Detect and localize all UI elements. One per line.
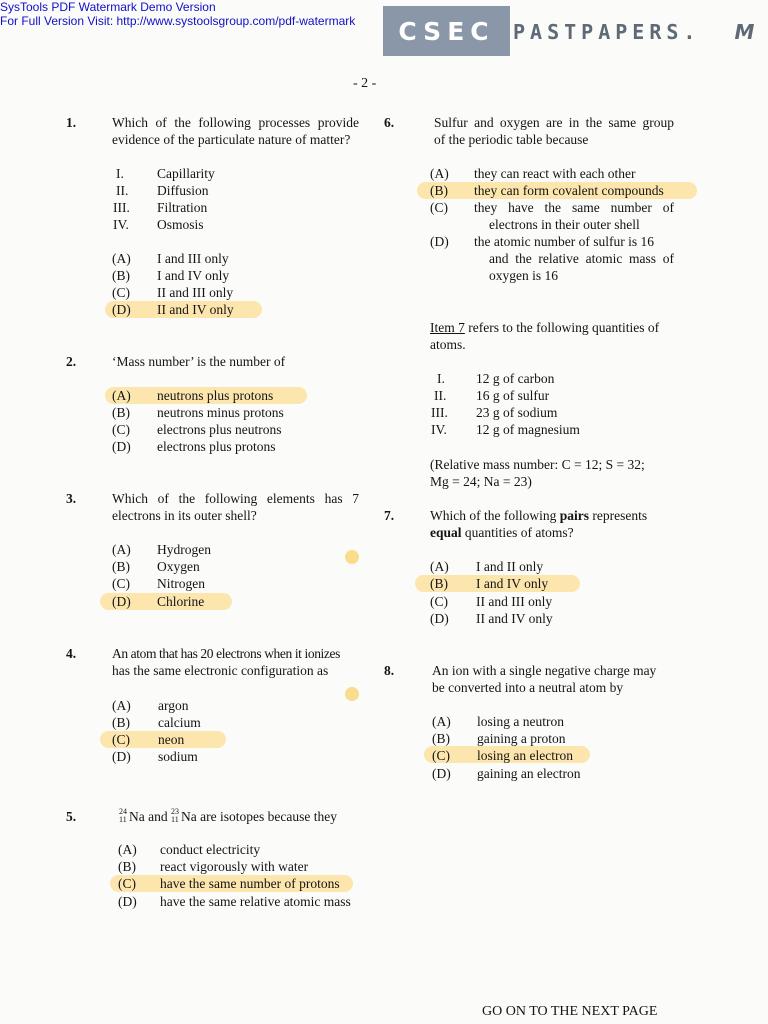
option-text: Oxygen (157, 559, 200, 574)
option-text: II and III only (476, 594, 553, 609)
option-letter: (A) (118, 842, 137, 857)
option-text: and the relative atomic mass of (489, 251, 674, 266)
option-letter: (B) (432, 731, 450, 746)
option-letter: (D) (112, 439, 131, 454)
option-letter: (D) (112, 749, 131, 764)
roman-numeral: II. (116, 183, 129, 198)
option-text: neon (158, 732, 185, 747)
question-stem: be converted into a neutral atom by (432, 680, 624, 695)
option-letter: (C) (112, 576, 130, 591)
option-letter: (D) (430, 611, 449, 626)
logo-box-text: CSEC (398, 16, 495, 46)
highlight-dot (345, 687, 359, 701)
roman-numeral: II. (434, 388, 447, 403)
item-reference: Item 7 (430, 320, 465, 335)
option-text: have the same relative atomic mass (160, 894, 351, 909)
option-text: sodium (158, 749, 198, 764)
option-letter: (D) (112, 594, 131, 609)
option-text: I and IV only (157, 268, 230, 283)
option-text: II and III only (157, 285, 234, 300)
option-letter: (C) (112, 422, 130, 437)
element-symbol: Na (129, 809, 145, 824)
question-stem: has the same electronic configuration as (112, 663, 329, 678)
option-text: the atomic number of sulfur is 16 (474, 234, 654, 249)
option-letter: (C) (118, 876, 136, 891)
question-number: 4. (66, 646, 77, 661)
option-text: I and III only (157, 251, 229, 266)
option-text: they can form covalent compounds (474, 183, 664, 198)
option-text: II and IV only (476, 611, 553, 626)
question-number: 1. (66, 115, 77, 130)
option-text: II and IV only (157, 302, 234, 317)
option-letter: (A) (430, 166, 449, 181)
atomic-number: 11 (171, 815, 179, 824)
option-text: Nitrogen (157, 576, 205, 591)
option-letter: (C) (430, 200, 448, 215)
watermark-line-1: SysTools PDF Watermark Demo Version (0, 0, 216, 14)
roman-numeral: III. (431, 405, 448, 420)
logo-text (513, 20, 759, 44)
option-letter: (B) (112, 559, 130, 574)
logo-word: PASTPAPERS. (513, 20, 701, 44)
option-text: electrons in their outer shell (489, 217, 640, 232)
option-letter: (B) (112, 268, 130, 283)
question-stem: ‘Mass number’ is the number of (112, 354, 286, 369)
stem-bold: equal (430, 525, 462, 540)
option-text: electrons plus protons (157, 439, 276, 454)
roman-numeral: I. (437, 371, 445, 386)
question-stem: evidence of the particulate nature of matter? (112, 132, 351, 147)
option-letter: (A) (432, 714, 451, 729)
option-letter: (A) (112, 698, 131, 713)
option-text: gaining an electron (477, 766, 581, 781)
isotope-numbers (171, 808, 181, 825)
option-letter: (C) (112, 285, 130, 300)
mass-number: 23 (171, 807, 179, 816)
question-stem: Which of the following elements has 7 (112, 491, 359, 506)
option-text: electrons plus neutrons (157, 422, 282, 437)
stem-text: quantities of atoms? (464, 525, 574, 540)
question-number: 5. (66, 809, 77, 824)
option-text: oxygen is 16 (489, 268, 558, 283)
roman-numeral: IV. (113, 217, 129, 232)
question-stem: Sulfur and oxygen are in the same group (434, 115, 674, 130)
option-letter: (B) (118, 859, 136, 874)
option-text: they have the same number of (474, 200, 674, 215)
question-stem: An ion with a single negative charge may (432, 663, 657, 678)
intro-text: refers to the following quantities of (468, 320, 660, 335)
option-text: Chlorine (157, 594, 205, 609)
mass-number: 24 (119, 807, 127, 816)
stem-text: are isotopes because they (200, 809, 337, 824)
question-stem: electrons in its outer shell? (112, 508, 257, 523)
footer-next-page: GO ON TO THE NEXT PAGE (482, 1004, 658, 1019)
question-stem (430, 524, 574, 541)
option-letter: (D) (432, 766, 451, 781)
list-item: 16 g of sulfur (476, 388, 550, 403)
roman-numeral: IV. (431, 422, 447, 437)
option-letter: (C) (112, 732, 130, 747)
question-number: 3. (66, 491, 77, 506)
question-stem (430, 507, 647, 524)
relative-mass-note: Mg = 24; Na = 23) (430, 474, 532, 489)
option-letter: (D) (430, 234, 449, 249)
question-number: 8. (384, 663, 395, 678)
stem-text: Which of the following (430, 508, 557, 523)
element-symbol: Na (181, 809, 197, 824)
roman-numeral: I. (116, 166, 124, 181)
question-stem: Which of the following processes provide (112, 115, 359, 130)
option-text: I and IV only (476, 576, 549, 591)
option-text: I and II only (476, 559, 544, 574)
option-letter: (B) (430, 576, 448, 591)
stem-bold: pairs (559, 508, 589, 523)
option-letter: (A) (430, 559, 449, 574)
question-stem (119, 808, 337, 825)
option-text: have the same number of protons (160, 876, 340, 891)
atomic-number: 11 (119, 815, 127, 824)
option-letter: (B) (430, 183, 448, 198)
option-letter: (D) (112, 302, 131, 317)
question-stem: An atom that has 20 electrons when it ionizes (112, 646, 340, 661)
question-number: 6. (384, 115, 395, 130)
question-number: 2. (66, 354, 77, 369)
conjunction: and (148, 809, 168, 824)
option-text: losing an electron (477, 748, 573, 763)
option-text: gaining a proton (477, 731, 566, 746)
isotope-numbers (119, 808, 129, 825)
list-item: Capillarity (157, 166, 215, 181)
question-number: 7. (384, 508, 395, 523)
question-stem: of the periodic table because (434, 132, 589, 147)
list-item: Diffusion (157, 183, 209, 198)
option-text: they can react with each other (474, 166, 636, 181)
highlight-dot (345, 550, 359, 564)
watermark-line-2: For Full Version Visit: http://www.systoolsgroup.com/pdf-watermark (0, 14, 356, 28)
stem-text: represents (592, 508, 648, 523)
option-text: calcium (158, 715, 201, 730)
option-text: Hydrogen (157, 542, 211, 557)
roman-numeral: III. (113, 200, 130, 215)
option-letter: (B) (112, 715, 130, 730)
relative-mass-note: (Relative mass number: C = 12; S = 32; (430, 457, 645, 472)
option-letter: (C) (430, 594, 448, 609)
option-letter: (B) (112, 405, 130, 420)
item-intro: atoms. (430, 337, 466, 352)
option-text: react vigorously with water (160, 859, 309, 874)
option-text: neutrons plus protons (157, 388, 274, 403)
option-letter: (C) (432, 748, 450, 763)
option-letter: (A) (112, 542, 131, 557)
logo-tail: M (734, 20, 760, 44)
page-number: - 2 - (353, 76, 377, 91)
option-letter: (A) (112, 251, 131, 266)
list-item: Osmosis (157, 217, 204, 232)
option-letter: (A) (112, 388, 131, 403)
list-item: 23 g of sodium (476, 405, 558, 420)
list-item: 12 g of carbon (476, 371, 555, 386)
logo-box (383, 6, 510, 56)
option-letter: (D) (118, 894, 137, 909)
item-intro (430, 319, 659, 336)
option-text: neutrons minus protons (157, 405, 284, 420)
list-item: 12 g of magnesium (476, 422, 580, 437)
option-text: losing a neutron (477, 714, 564, 729)
option-text: argon (158, 698, 189, 713)
list-item: Filtration (157, 200, 208, 215)
option-text: conduct electricity (160, 842, 261, 857)
